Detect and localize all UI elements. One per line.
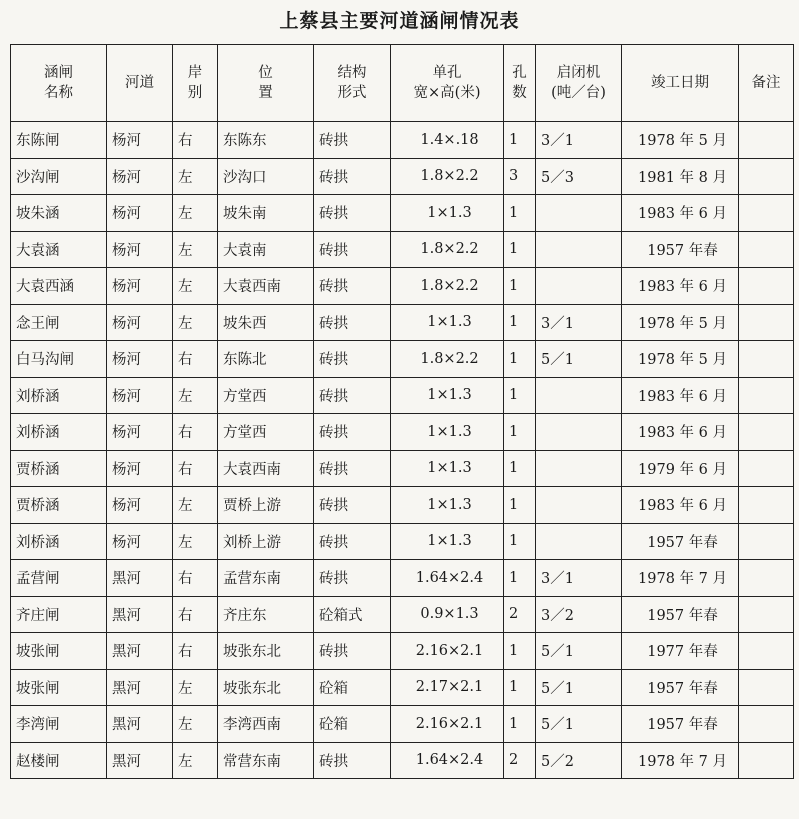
cell-name: 念王闸 — [11, 304, 107, 341]
cell-remarks — [739, 450, 794, 487]
cell-bank: 右 — [173, 633, 218, 670]
cell-remarks — [739, 706, 794, 743]
table-row — [11, 523, 794, 560]
cell-location: 贾桥上游 — [218, 487, 314, 524]
cell-remarks — [739, 560, 794, 597]
cell-structure: 砖拱 — [314, 304, 391, 341]
cell-river: 杨河 — [107, 268, 173, 305]
table-body — [11, 122, 794, 779]
table-row — [11, 596, 794, 633]
cell-hoist: 5／1 — [536, 633, 622, 670]
cell-holes: 1 — [504, 268, 536, 305]
cell-bank: 左 — [173, 523, 218, 560]
header-holes — [504, 45, 536, 122]
header-text: 涵闸 — [44, 65, 73, 81]
cell-hoist — [536, 414, 622, 451]
header-completion-date — [622, 45, 739, 122]
cell-structure: 砖拱 — [314, 450, 391, 487]
cell-structure: 砖拱 — [314, 377, 391, 414]
cell-name: 坡张闸 — [11, 669, 107, 706]
header-structure — [314, 45, 391, 122]
table-row — [11, 377, 794, 414]
cell-bank: 左 — [173, 487, 218, 524]
cell-date: 1978 年 5 月 — [622, 304, 739, 341]
cell-name: 李湾闸 — [11, 706, 107, 743]
cell-bank: 左 — [173, 195, 218, 232]
cell-hoist — [536, 450, 622, 487]
cell-date: 1981 年 8 月 — [622, 158, 739, 195]
cell-date: 1983 年 6 月 — [622, 377, 739, 414]
cell-name: 刘桥涵 — [11, 523, 107, 560]
cell-date: 1957 年春 — [622, 523, 739, 560]
cell-remarks — [739, 341, 794, 378]
cell-size: 1.4×.18 — [391, 122, 504, 159]
cell-size: 1×1.3 — [391, 523, 504, 560]
cell-bank: 左 — [173, 231, 218, 268]
cell-bank: 右 — [173, 122, 218, 159]
cell-bank: 右 — [173, 341, 218, 378]
cell-size: 1×1.3 — [391, 450, 504, 487]
cell-location: 李湾西南 — [218, 706, 314, 743]
header-text: 孔 — [512, 65, 527, 81]
table-row — [11, 158, 794, 195]
cell-size: 1×1.3 — [391, 195, 504, 232]
cell-date: 1978 年 7 月 — [622, 560, 739, 597]
cell-location: 孟营东南 — [218, 560, 314, 597]
header-text: 位 — [258, 65, 273, 81]
cell-location: 方堂西 — [218, 377, 314, 414]
cell-size: 1×1.3 — [391, 414, 504, 451]
cell-remarks — [739, 414, 794, 451]
cell-name: 赵楼闸 — [11, 742, 107, 779]
cell-name: 大袁涵 — [11, 231, 107, 268]
cell-structure: 砼箱式 — [314, 596, 391, 633]
cell-river: 杨河 — [107, 158, 173, 195]
cell-location: 沙沟口 — [218, 158, 314, 195]
header-text: 单孔 — [432, 65, 462, 81]
cell-location: 坡张东北 — [218, 669, 314, 706]
cell-size: 2.17×2.1 — [391, 669, 504, 706]
cell-holes: 1 — [504, 304, 536, 341]
table-row — [11, 231, 794, 268]
cell-structure: 砖拱 — [314, 487, 391, 524]
cell-hoist: 5／2 — [536, 742, 622, 779]
cell-holes: 2 — [504, 742, 536, 779]
cell-size: 1.64×2.4 — [391, 742, 504, 779]
cell-remarks — [739, 523, 794, 560]
cell-structure: 砖拱 — [314, 195, 391, 232]
cell-date: 1983 年 6 月 — [622, 487, 739, 524]
header-text: 形式 — [337, 85, 367, 101]
cell-date: 1957 年春 — [622, 596, 739, 633]
cell-bank: 左 — [173, 377, 218, 414]
cell-date: 1983 年 6 月 — [622, 268, 739, 305]
cell-structure: 砖拱 — [314, 414, 391, 451]
cell-hoist: 5／3 — [536, 158, 622, 195]
cell-structure: 砖拱 — [314, 560, 391, 597]
cell-river: 杨河 — [107, 487, 173, 524]
cell-location: 方堂西 — [218, 414, 314, 451]
cell-holes: 1 — [504, 195, 536, 232]
cell-location: 坡朱西 — [218, 304, 314, 341]
header-size — [391, 45, 504, 122]
header-bank — [173, 45, 218, 122]
cell-bank: 左 — [173, 304, 218, 341]
cell-river: 杨河 — [107, 122, 173, 159]
cell-river: 杨河 — [107, 414, 173, 451]
page-title: 上蔡县主要河道涵闸情况表 — [279, 10, 520, 32]
cell-date: 1978 年 5 月 — [622, 122, 739, 159]
cell-date: 1978 年 7 月 — [622, 742, 739, 779]
cell-river: 黑河 — [107, 742, 173, 779]
cell-remarks — [739, 122, 794, 159]
cell-date: 1957 年春 — [622, 231, 739, 268]
cell-holes: 1 — [504, 450, 536, 487]
header-text: 岸 — [187, 65, 203, 81]
header-text: 名称 — [44, 85, 73, 101]
cell-date: 1957 年春 — [622, 669, 739, 706]
cell-holes: 1 — [504, 231, 536, 268]
cell-date: 1983 年 6 月 — [622, 195, 739, 232]
table-row — [11, 450, 794, 487]
cell-river: 杨河 — [107, 523, 173, 560]
cell-date: 1957 年春 — [622, 706, 739, 743]
cell-bank: 右 — [173, 414, 218, 451]
cell-location: 东陈北 — [218, 341, 314, 378]
cell-name: 刘桥涵 — [11, 377, 107, 414]
cell-river: 黑河 — [107, 706, 173, 743]
cell-remarks — [739, 304, 794, 341]
header-text: 宽×高(米) — [413, 85, 481, 101]
cell-name: 刘桥涵 — [11, 414, 107, 451]
cell-structure: 砖拱 — [314, 633, 391, 670]
cell-remarks — [739, 487, 794, 524]
cell-date: 1978 年 5 月 — [622, 341, 739, 378]
cell-size: 1×1.3 — [391, 487, 504, 524]
cell-structure: 砖拱 — [314, 158, 391, 195]
cell-river: 黑河 — [107, 560, 173, 597]
cell-bank: 左 — [173, 742, 218, 779]
cell-size: 1.8×2.2 — [391, 158, 504, 195]
cell-river: 杨河 — [107, 377, 173, 414]
header-hoist — [536, 45, 622, 122]
table-header — [11, 45, 794, 122]
cell-holes: 1 — [504, 669, 536, 706]
cell-location: 东陈东 — [218, 122, 314, 159]
header-text: 别 — [187, 85, 203, 101]
cell-bank: 右 — [173, 560, 218, 597]
cell-remarks — [739, 231, 794, 268]
cell-structure: 砖拱 — [314, 122, 391, 159]
cell-remarks — [739, 742, 794, 779]
cell-hoist — [536, 268, 622, 305]
table-row — [11, 304, 794, 341]
cell-river: 杨河 — [107, 231, 173, 268]
cell-size: 1.8×2.2 — [391, 231, 504, 268]
cell-size: 1.8×2.2 — [391, 341, 504, 378]
cell-size: 1×1.3 — [391, 377, 504, 414]
cell-date: 1977 年春 — [622, 633, 739, 670]
header-remarks — [739, 45, 794, 122]
table-row — [11, 414, 794, 451]
header-location — [218, 45, 314, 122]
cell-holes: 1 — [504, 414, 536, 451]
cell-location: 齐庄东 — [218, 596, 314, 633]
cell-river: 杨河 — [107, 304, 173, 341]
cell-holes: 1 — [504, 523, 536, 560]
cell-name: 齐庄闸 — [11, 596, 107, 633]
cell-structure: 砖拱 — [314, 742, 391, 779]
cell-hoist: 5／1 — [536, 341, 622, 378]
header-name — [11, 45, 107, 122]
cell-structure: 砼箱 — [314, 669, 391, 706]
header-river — [107, 45, 173, 122]
cell-holes: 2 — [504, 596, 536, 633]
table-row — [11, 742, 794, 779]
header-text: 启闭机 — [556, 65, 601, 81]
cell-name: 东陈闸 — [11, 122, 107, 159]
header-text: 数 — [512, 85, 527, 101]
cell-bank: 左 — [173, 669, 218, 706]
cell-river: 黑河 — [107, 669, 173, 706]
cell-name: 贾桥涵 — [11, 487, 107, 524]
cell-size: 1.8×2.2 — [391, 268, 504, 305]
cell-location: 坡朱南 — [218, 195, 314, 232]
header-text: 置 — [258, 85, 273, 101]
cell-holes: 1 — [504, 341, 536, 378]
cell-river: 黑河 — [107, 633, 173, 670]
cell-remarks — [739, 596, 794, 633]
cell-holes: 3 — [504, 158, 536, 195]
cell-hoist — [536, 487, 622, 524]
cell-size: 2.16×2.1 — [391, 633, 504, 670]
cell-river: 杨河 — [107, 195, 173, 232]
cell-bank: 右 — [173, 596, 218, 633]
cell-structure: 砖拱 — [314, 341, 391, 378]
cell-size: 0.9×1.3 — [391, 596, 504, 633]
cell-location: 大袁西南 — [218, 450, 314, 487]
cell-date: 1979 年 6 月 — [622, 450, 739, 487]
table-row — [11, 268, 794, 305]
cell-holes: 1 — [504, 487, 536, 524]
cell-remarks — [739, 377, 794, 414]
cell-structure: 砖拱 — [314, 523, 391, 560]
cell-bank: 左 — [173, 706, 218, 743]
cell-holes: 1 — [504, 560, 536, 597]
cell-bank: 右 — [173, 450, 218, 487]
cell-hoist: 3／2 — [536, 596, 622, 633]
cell-river: 杨河 — [107, 341, 173, 378]
table-row — [11, 122, 794, 159]
cell-hoist — [536, 523, 622, 560]
cell-location: 常营东南 — [218, 742, 314, 779]
header-text: 竣工日期 — [651, 75, 709, 91]
table-row — [11, 633, 794, 670]
header-row — [11, 45, 794, 122]
cell-hoist: 3／1 — [536, 304, 622, 341]
header-text: (吨／台) — [551, 85, 606, 101]
cell-holes: 1 — [504, 633, 536, 670]
cell-remarks — [739, 195, 794, 232]
cell-size: 1×1.3 — [391, 304, 504, 341]
cell-name: 白马沟闸 — [11, 341, 107, 378]
cell-date: 1983 年 6 月 — [622, 414, 739, 451]
cell-name: 坡张闸 — [11, 633, 107, 670]
cell-holes: 1 — [504, 706, 536, 743]
table-row — [11, 195, 794, 232]
table-row — [11, 487, 794, 524]
cell-remarks — [739, 669, 794, 706]
cell-remarks — [739, 268, 794, 305]
cell-remarks — [739, 158, 794, 195]
cell-hoist: 3／1 — [536, 122, 622, 159]
cell-name: 孟营闸 — [11, 560, 107, 597]
cell-structure: 砖拱 — [314, 268, 391, 305]
cell-structure: 砖拱 — [314, 231, 391, 268]
cell-size: 1.64×2.4 — [391, 560, 504, 597]
cell-remarks — [739, 633, 794, 670]
cell-name: 大袁西涵 — [11, 268, 107, 305]
header-text: 结构 — [337, 65, 367, 81]
cell-hoist — [536, 231, 622, 268]
table-row — [11, 560, 794, 597]
cell-bank: 左 — [173, 158, 218, 195]
cell-name: 沙沟闸 — [11, 158, 107, 195]
table-row — [11, 669, 794, 706]
cell-hoist: 5／1 — [536, 669, 622, 706]
culvert-table — [10, 44, 794, 779]
cell-location: 坡张东北 — [218, 633, 314, 670]
header-text: 备注 — [751, 75, 781, 91]
cell-hoist — [536, 377, 622, 414]
cell-location: 刘桥上游 — [218, 523, 314, 560]
cell-name: 坡朱涵 — [11, 195, 107, 232]
cell-river: 黑河 — [107, 596, 173, 633]
cell-river: 杨河 — [107, 450, 173, 487]
cell-location: 大袁西南 — [218, 268, 314, 305]
cell-hoist: 3／1 — [536, 560, 622, 597]
cell-hoist: 5／1 — [536, 706, 622, 743]
cell-structure: 砼箱 — [314, 706, 391, 743]
table-row — [11, 706, 794, 743]
table-row — [11, 341, 794, 378]
cell-location: 大袁南 — [218, 231, 314, 268]
cell-holes: 1 — [504, 377, 536, 414]
cell-hoist — [536, 195, 622, 232]
cell-holes: 1 — [504, 122, 536, 159]
header-text: 河道 — [125, 75, 154, 91]
cell-size: 2.16×2.1 — [391, 706, 504, 743]
cell-name: 贾桥涵 — [11, 450, 107, 487]
cell-bank: 左 — [173, 268, 218, 305]
